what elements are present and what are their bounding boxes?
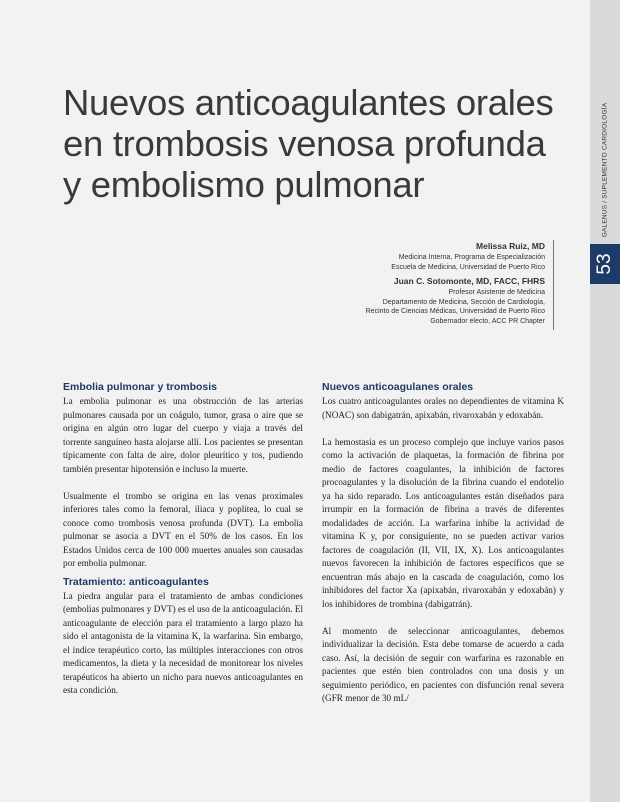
author-2	[245, 275, 545, 326]
author-block	[245, 240, 554, 330]
author-affiliation: Profesor Asistente de Medicina	[448, 289, 545, 297]
author-affiliation: Escuela de Medicina, Universidad de Puerto Rico	[391, 263, 545, 271]
paragraph: Los cuatro anticoagulantes orales no dependientes de vitamina K (NOAC) son dabigatrán, apixabán, rivaroxabán y edoxabán.	[322, 396, 564, 420]
journal-side-label: GALENUS / SUPLEMENTO CARDIOLOGÍA	[601, 102, 609, 238]
section-heading: Embolia pulmonar y trombosis	[63, 381, 218, 393]
paragraph: Usualmente el trombo se origina en las venas proximales inferiores tales como la femoral, iliaca y poplítea, lo cual se conoce como trombosis venosa profunda (DVT). La embolia pulmonar se asocia a DVT en el 50% de los casos. En los Estados Unidos cerca de 100 000 muertes anuales son causadas por embolia pulmonar.	[63, 490, 303, 568]
author-affiliation: Recinto de Ciencias Médicas, Universidad de Puerto Rico	[365, 308, 545, 316]
left-column	[63, 380, 303, 711]
title-line-3: y embolismo pulmonar	[63, 164, 425, 205]
author-name: Juan C. Sotomonte, MD, FACC, FHRS	[393, 276, 545, 287]
paragraph: La hemostasia es un proceso complejo que incluye varios pasos como la activación de plaquetas, la formación de fibrina por medio de factores coagulantes, la inhibición de factores procoagulantes y la disolución de la fibrina cuando el endotelio ya ha sido reparado. Los anticoagulantes están diseñados para irrumpir en la formación de fibrina a través de diferentes modalidades de acción. La warfarina inhibe la actividad de vitamina K y, por consiguiente, no se pueden activar varios factores de coagulación (II, VII, IX, X). Los anticoagulantes nuevos favorecen la inhibición de factores específicos que se encuentran más abajo en la cascada de coagulación, como los inhibidores del factor Xa (apixabán, rivaroxabán y edoxabán) y los inhibidores de trombina (dabigatrán).	[322, 436, 564, 609]
section-heading: Tratamiento: anticoagulantes	[63, 575, 209, 588]
article-title	[63, 82, 578, 205]
paragraph: La piedra angular para el tratamiento de ambas condiciones (embolias pulmonares y DVT) es el uso de la anticoagulación. El anticoagulante de elección para el tratamiento a largo plazo ha sido el antagonista de la vitamina K, la warfarina. Sin embargo, el índice terapéutico corto, las múltiples interacciones con otros medicamentos, la dieta y la necesidad de monitorear los niveles terapéuticos ha abierto un nicho para nuevos anticoagulantes en esta condición.	[63, 590, 303, 695]
author-affiliation: Departamento de Medicina, Sección de Cardiología,	[382, 298, 545, 306]
author-affiliation: Gobernador electo, ACC PR Chapter	[430, 317, 545, 325]
author-name: Melissa Ruiz, MD	[476, 241, 545, 251]
title-line-1: Nuevos anticoagulantes orales	[63, 82, 554, 123]
author-1	[245, 240, 545, 272]
paragraph: La embolia pulmonar es una obstrucción de las arterias pulmonares causada por un coágulo, tumor, grasa o aire que se origina en algún otro lugar del cuerpo y viaja a través del torrente sanguíneo hasta alojarse allí. Los pacientes se presentan típicamente con falta de aire, dolor pleurítico y tos, pudiendo también presentar hipotensión e incluso la muerte.	[63, 396, 303, 474]
section-heading: Nuevos anticoagulanes orales	[322, 381, 474, 393]
author-affiliation: Medicina Interna, Programa de Especialización	[398, 254, 545, 261]
right-column	[322, 380, 564, 719]
page-number: 53	[594, 253, 615, 275]
title-line-2: en trombosis venosa profunda	[63, 123, 546, 164]
paragraph: Al momento de seleccionar anticoagulantes, debemos individualizar la decisión. Esta debe tomarse de acuerdo a cada caso. Así, la decisión de seguir con warfarina es razonable en pacientes que estén bien controlados con una dosis y un seguimiento periódico, en pacientes con disfunción renal severa (GFR menor de 30 mL/	[322, 625, 564, 703]
